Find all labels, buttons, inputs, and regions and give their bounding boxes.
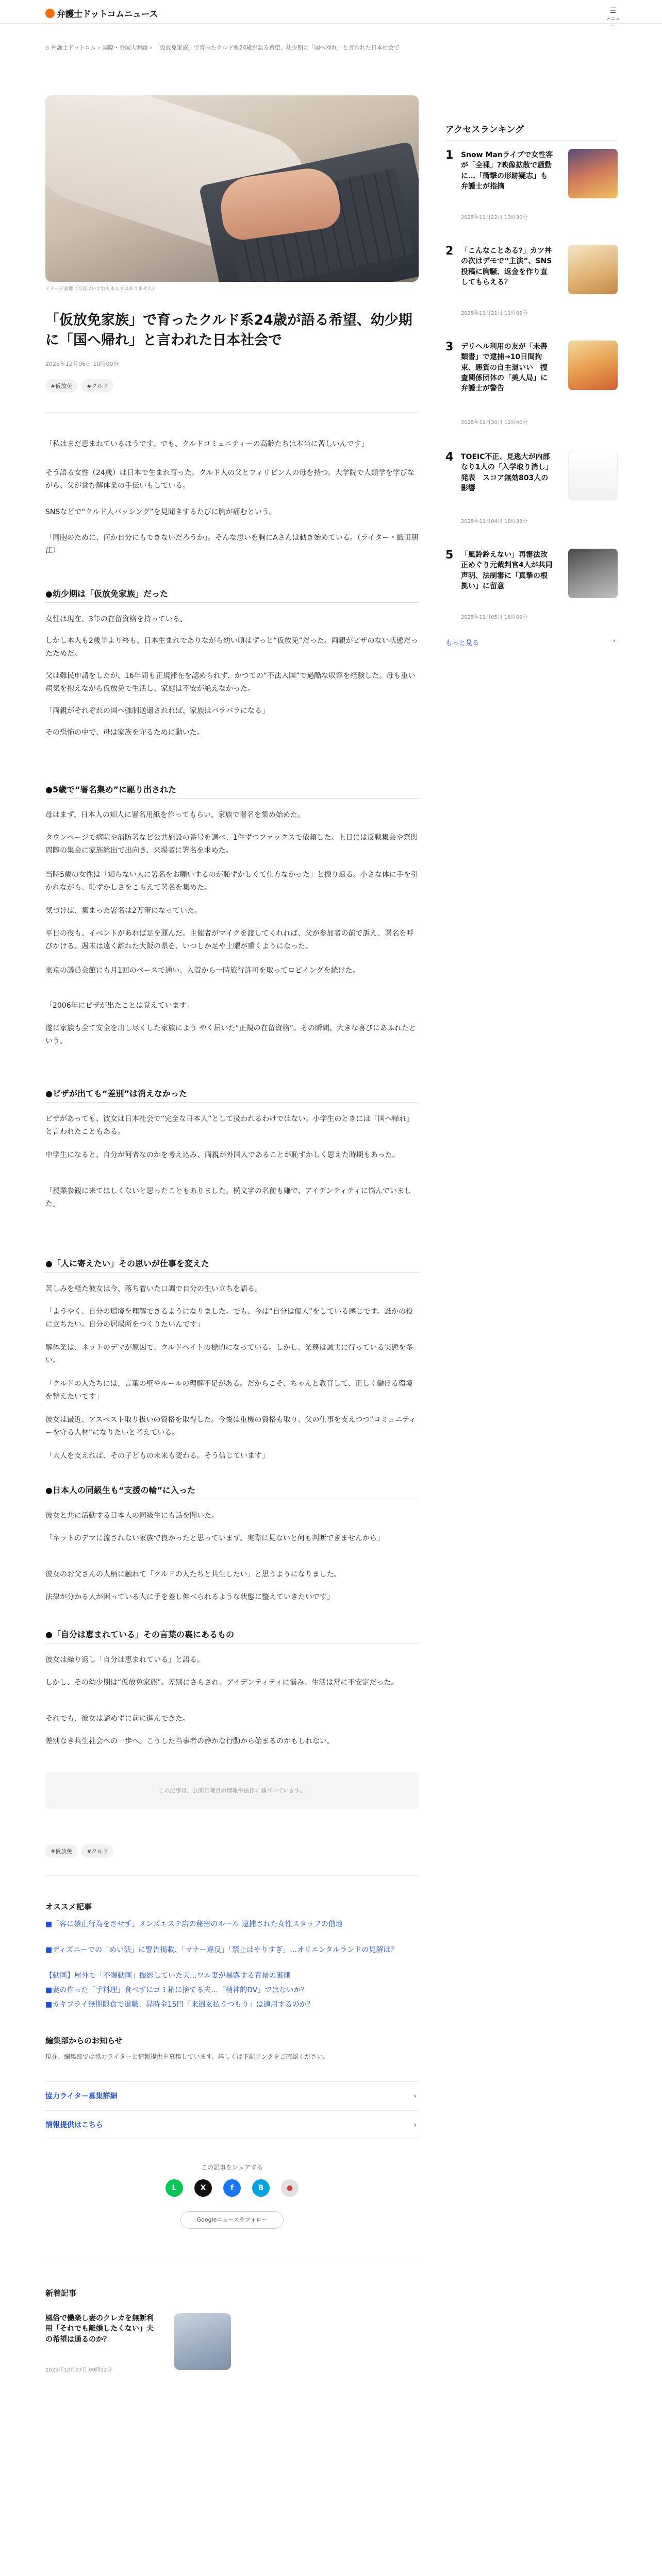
body-paragraph: 法律が分かる人が困っている人に手を差し伸べられるような状態に整えていきたいです」 xyxy=(45,1593,334,1601)
rank-thumbnail xyxy=(568,341,618,390)
body-paragraph: 東京の議員会館にも月1回のペースで通い、入管から一時旅行許可を取ってロビイングを続けた。 xyxy=(45,967,360,975)
body-paragraph: その恐怖の中で、母は家族を守るために動いた。 xyxy=(45,728,204,737)
hatena-share-icon[interactable]: B xyxy=(252,2179,270,2197)
breadcrumb xyxy=(45,43,400,52)
body-paragraph: 「2006年にビザが出たことは覚えています」 xyxy=(45,1002,194,1010)
body-paragraph: 彼女は繰り返し「自分は恵まれている」と語る。 xyxy=(45,1656,204,1664)
tag-chip[interactable]: #クルド xyxy=(81,379,113,393)
section-heading: ●5歳で“署名集め”に駆り出された xyxy=(45,783,419,799)
body-paragraph: 「授業参観に来てほしくないと思ったこともありました。横文字の名前も嫌で、アイデンティティに悩んでいました」 xyxy=(45,1187,411,1208)
rank-title: デリヘル利用の友が「未書類書」で逮捕→10日間拘束、悪質の自主退いい 捜査関係団体の「美人局」に弁護士が警告 xyxy=(461,343,548,393)
facebook-share-icon[interactable]: f xyxy=(223,2179,241,2197)
intro-paragraph: SNSなどで“クルド人バッシング”を見聞きするたびに胸が痛むという。 xyxy=(45,508,276,516)
google-news-follow-button[interactable]: Googleニュースをフォロー xyxy=(180,2211,284,2229)
section-heading: ●幼少期は「仮放免家族」だった xyxy=(45,587,419,603)
body-paragraph: 女性は現在、3年の在留資格を持っている。 xyxy=(45,615,187,623)
hamburger-icon: ☰ xyxy=(609,7,617,15)
body-paragraph: 母はまず、日本人の知人に署名用紙を作ってもらい、家族で署名を集め始めた。 xyxy=(45,811,305,819)
writer-recruit-link[interactable] xyxy=(45,2081,419,2110)
recommended-link[interactable]: ■妻の作った「手料理」食べずにゴミ箱に捨てる夫…「精神的DV」ではないか？ xyxy=(45,1986,308,1994)
rank-date: 2025年11月05日 16時09分 xyxy=(461,615,528,620)
bottom-tag-list xyxy=(45,1844,113,1858)
chevron-right-icon: › xyxy=(613,637,616,645)
tag-chip[interactable]: #仮放免 xyxy=(45,379,77,393)
rank-title: 「こんなことある?」カツ丼の次はデモで“主演”、SNS投稿に胸騒、返金を作り直してもらえる？ xyxy=(461,247,552,286)
intro-paragraph: 「私はまだ恵まれているほうです。でも、クルドコミュニティーの高齢たちは本当に苦しいんです」 xyxy=(45,440,369,448)
divider xyxy=(45,412,419,413)
editorial-title: 編集部からのお知らせ xyxy=(45,2036,123,2045)
rank-number: 1 xyxy=(445,149,454,162)
body-paragraph: 「ネットのデマに流されない家族で良かったと思っています。実際に見ないと何も判断できませんから」 xyxy=(45,1534,384,1543)
publish-date: 2025年12月06日 10時00分 xyxy=(45,361,119,368)
ranking-more-label: もっと見る xyxy=(445,639,479,647)
rank-thumbnail xyxy=(568,549,618,598)
tag-chip[interactable]: #クルド xyxy=(81,1844,113,1858)
body-paragraph: しかし、その幼少期は“仮放免家族”。差別にさらされ、アイデンティティに悩み、生活は常に不安定だった。 xyxy=(45,1679,399,1687)
recommended-link[interactable]: 【動画】屋外で「不端動画」撮影していた夫…ワル妻が暴露する背景の裏側 xyxy=(45,1972,291,1980)
site-header xyxy=(0,0,662,28)
pocket-share-icon[interactable]: ● xyxy=(281,2179,299,2197)
rank-number: 2 xyxy=(445,245,454,258)
body-paragraph: それでも、彼女は諦めずに前に進んできた。 xyxy=(45,1715,190,1723)
divider xyxy=(45,1875,419,1876)
rank-number: 4 xyxy=(445,451,454,464)
body-paragraph: 彼女は最近、アスベスト取り扱いの資格を取得した。今後は重機の資格も取り、父の仕事を支えつつ“コミュニティーを守る人材”になりたいと考えている。 xyxy=(45,1416,417,1437)
x-share-icon[interactable]: X xyxy=(194,2179,212,2197)
body-paragraph: 中学生になると、自分が何者なのかを考え込み、両親が外国人であることが恥ずかしく思えた時期もあった。 xyxy=(45,1151,400,1159)
image-caption: イメージ画像（写真はいずれも本人ではありません） xyxy=(45,286,157,292)
rank-thumbnail xyxy=(568,451,618,500)
body-paragraph: タウンページで病院や消防署など公共施設の番号を調べ、1件ずつファックスで依頼した。上日には反戦集会や祭関間際の集会に家族総出で出向き、来場者に署名を求めた。 xyxy=(45,834,418,855)
logo-text: 弁護士ドットコムニュース xyxy=(57,9,158,20)
body-paragraph: 遂に家族も全て安全を出し尽くした家族によう やく届いた“正規の在留資格”。その瞬間、大きな喜びにあふれたという。 xyxy=(45,1024,416,1045)
writer-recruit-label: 協力ライター募集詳細 xyxy=(45,2092,118,2100)
rank-date: 2025年11月04日 18時33分 xyxy=(461,519,528,524)
news-item[interactable] xyxy=(45,2313,231,2373)
share-buttons xyxy=(45,2179,419,2197)
breadcrumb-current: 「仮放免家族」で育ったクルド系24歳が語る希望、幼少期に「国へ帰れ」と言われた日本社会で xyxy=(154,44,400,51)
news-title: 新着記事 xyxy=(45,2289,77,2298)
recommended-link[interactable]: ■カキフライ無期限食で退職、昇時金15円「来週玄払うつもり」は適用するのか？ xyxy=(45,2001,314,2009)
menu-button[interactable] xyxy=(605,5,621,28)
article-main xyxy=(45,95,419,393)
tip-submit-label: 情報提供はこちら xyxy=(45,2121,103,2129)
news-item-date: 2025年12月07日 09時12分 xyxy=(45,2367,112,2373)
rank-date: 2025年11月22日 13時30分 xyxy=(461,215,528,221)
intro-paragraph: 「同胞のために、何か自分にもできないだろうか」。そんな思いを胸にAさんは動き始めている。（ライター・織田朋江） xyxy=(45,534,419,555)
rank-thumbnail xyxy=(568,245,618,294)
recommended-link[interactable]: ■ディズニーでの「めい活」に警告掲載、「マナー違反」「禁止はやりすぎ」…オリエンタルランドの見解は？ xyxy=(45,1946,398,1954)
body-paragraph: 平日の夜も、イベントがあれば足を運んだ。主催者がマイクを渡してくれれば、父が参加者の前で訴え、署名を呼びかける。週末は遠く離れた大阪の県を、いつしか足や土曜が重くようになった。 xyxy=(45,929,414,951)
section-heading: ●日本人の同級生も“支援の輪”に入った xyxy=(45,1484,419,1499)
section-heading: ●ビザが出ても“差別”は消えなかった xyxy=(45,1087,419,1103)
intro-paragraph: そう語る女性（24歳）は日本で生まれ育った。クルド人の父とフィリピン人の母を持つ。大学院で人類学を学びながら、父が営む解体業の手伝いもしている。 xyxy=(45,469,415,490)
rank-title: Snow Manライブで女性客が「全裸」?映像拡散で騒動に…「衝撃の形跡疑志」も弁護士が指摘 xyxy=(461,151,553,191)
ranking-title: アクセスランキング xyxy=(445,122,618,141)
rank-date: 2025年11月30日 12時40分 xyxy=(461,420,528,426)
site-logo[interactable] xyxy=(45,7,158,20)
ranking-more-link[interactable] xyxy=(445,637,618,647)
body-paragraph: しかし本人も2歳半より終も、日本生まれでありながら幼い頃はずっと“仮放免”だった。両親がビザのない状態だったためだ。 xyxy=(45,637,418,658)
chevron-right-icon: › xyxy=(413,2092,417,2100)
logo-icon xyxy=(45,9,55,18)
rank-number: 5 xyxy=(445,549,454,562)
body-paragraph: 父は難民申請をしたが、16年間も正規滞在を認められず、かつての“不法入国”で過酷な収容を経験した。母も重い病気を抱えながら仮放免で生活し、家庭は不安が絶えなかった。 xyxy=(45,672,416,693)
rank-title: TOEIC不正、見逃大が内部なり1人の「入学取り消し」発表 スコア無効803人の影響 xyxy=(461,453,553,493)
body-paragraph: 気づけば、集まった署名は2万筆になっていた。 xyxy=(45,907,202,915)
body-paragraph: 苦しみを経た彼女は今、落ち着いた口調で自分の生い立ちを語る。 xyxy=(45,1285,262,1293)
share-label: この記事をシェアする xyxy=(201,2164,263,2171)
tag-chip[interactable]: #仮放免 xyxy=(45,1844,77,1858)
hero-image xyxy=(45,95,419,282)
body-paragraph: 当時5歳の女性は「知らない人に署名をお願いするのが恥ずかしくて仕方なかった」と振り返る。小さな体に手を引かれながら、恥ずかしさをこらえて署名を集めた。 xyxy=(45,871,418,892)
rank-date: 2025年11月21日 11時09分 xyxy=(461,311,528,316)
menu-label: メニュー xyxy=(606,16,620,28)
article-title: 「仮放免家族」で育ったクルド系24歳が語る希望、幼少期に「国へ帰れ」と言われた日本社会で xyxy=(45,312,412,349)
body-paragraph: 「両親がそれぞれの国へ強制送還されれば、家族はバラバラになる」 xyxy=(45,707,269,715)
rank-thumbnail xyxy=(568,149,618,198)
chevron-right-icon: › xyxy=(413,2121,417,2129)
recommended-title: オススメ記事 xyxy=(45,1902,92,1911)
body-paragraph: 彼女と共に活動する日本人の同級生にも話を聞いた。 xyxy=(45,1512,219,1520)
breadcrumb-home[interactable]: 弁護士ドットコム xyxy=(51,44,96,51)
tip-submit-link[interactable] xyxy=(45,2110,419,2139)
tag-list xyxy=(45,379,419,393)
home-icon: ⌂ xyxy=(45,44,49,51)
news-thumbnail xyxy=(174,2313,231,2370)
recommended-link[interactable]: ■「客に禁止行為をさせず」メンズエステ店の秘密のルール 逮捕された女性スタッフの借地 xyxy=(45,1920,343,1928)
body-paragraph: 彼女のお父さんの人柄に触れて「クルドの人たちと共生したい」と思うようになりました。 xyxy=(45,1570,341,1579)
body-paragraph: 差別なき共生社会への一歩へ。こうした当事者の静かな行動から始まるのかもしれない。 xyxy=(45,1737,334,1745)
breadcrumb-sep: › xyxy=(98,44,101,51)
article-notice: この記事は、公開日時点の情報や法律に基づいています。 xyxy=(45,1772,419,1809)
section-heading: ●「人に寄えたい」その思いが仕事を変えた xyxy=(45,1257,419,1273)
breadcrumb-sep: › xyxy=(150,44,152,51)
body-paragraph: ビザがあっても、彼女は日本社会で“完全な日本人”として扱われるわけではない。小学生のときには「国へ帰れ」と言われたこともある。 xyxy=(45,1115,414,1136)
body-paragraph: 解体業は、ネットのデマが原因で、クルドヘイトの標的になっている。しかし、業務は誠実に行っている実態を多い。 xyxy=(45,1344,413,1365)
body-paragraph: 「ようやく、自分の環境を理解できるようになりました。でも、今は“自分は個人”をしている感じです。誰かの役に立ちたい。自分の居場所をつくりたいんです」 xyxy=(45,1308,413,1329)
body-paragraph: 「大人を支えれば、その子どもの未来も変わる。そう信じています」 xyxy=(45,1452,269,1460)
editorial-text: 現在、編集部では協力ライターと情報提供を募集しています。詳しくは下記リンクをご確認ください。 xyxy=(45,2053,329,2060)
line-share-icon[interactable]: L xyxy=(166,2179,183,2197)
rank-title: 「風鈴鈴えない」再審法改正めぐり元裁判官4人が共同声明、法制審に「真摯の根拠い」に留意 xyxy=(461,551,553,590)
body-paragraph: 「クルドの人たちには、言葉の壁やルールの理解不足がある。だからこそ、ちゃんと教育して、正しく働ける環境を整えたいです」 xyxy=(45,1380,413,1401)
section-heading: ●「自分は恵まれている」その言葉の裏にあるもの xyxy=(45,1628,419,1643)
rank-number: 3 xyxy=(445,341,454,353)
breadcrumb-category[interactable]: 国際・外国人問題 xyxy=(102,44,148,51)
news-item-title: 風俗で働楽し妻のクレカを無断利用「それでも離婚したくない」夫の希望は通るのか？ xyxy=(45,2314,154,2344)
